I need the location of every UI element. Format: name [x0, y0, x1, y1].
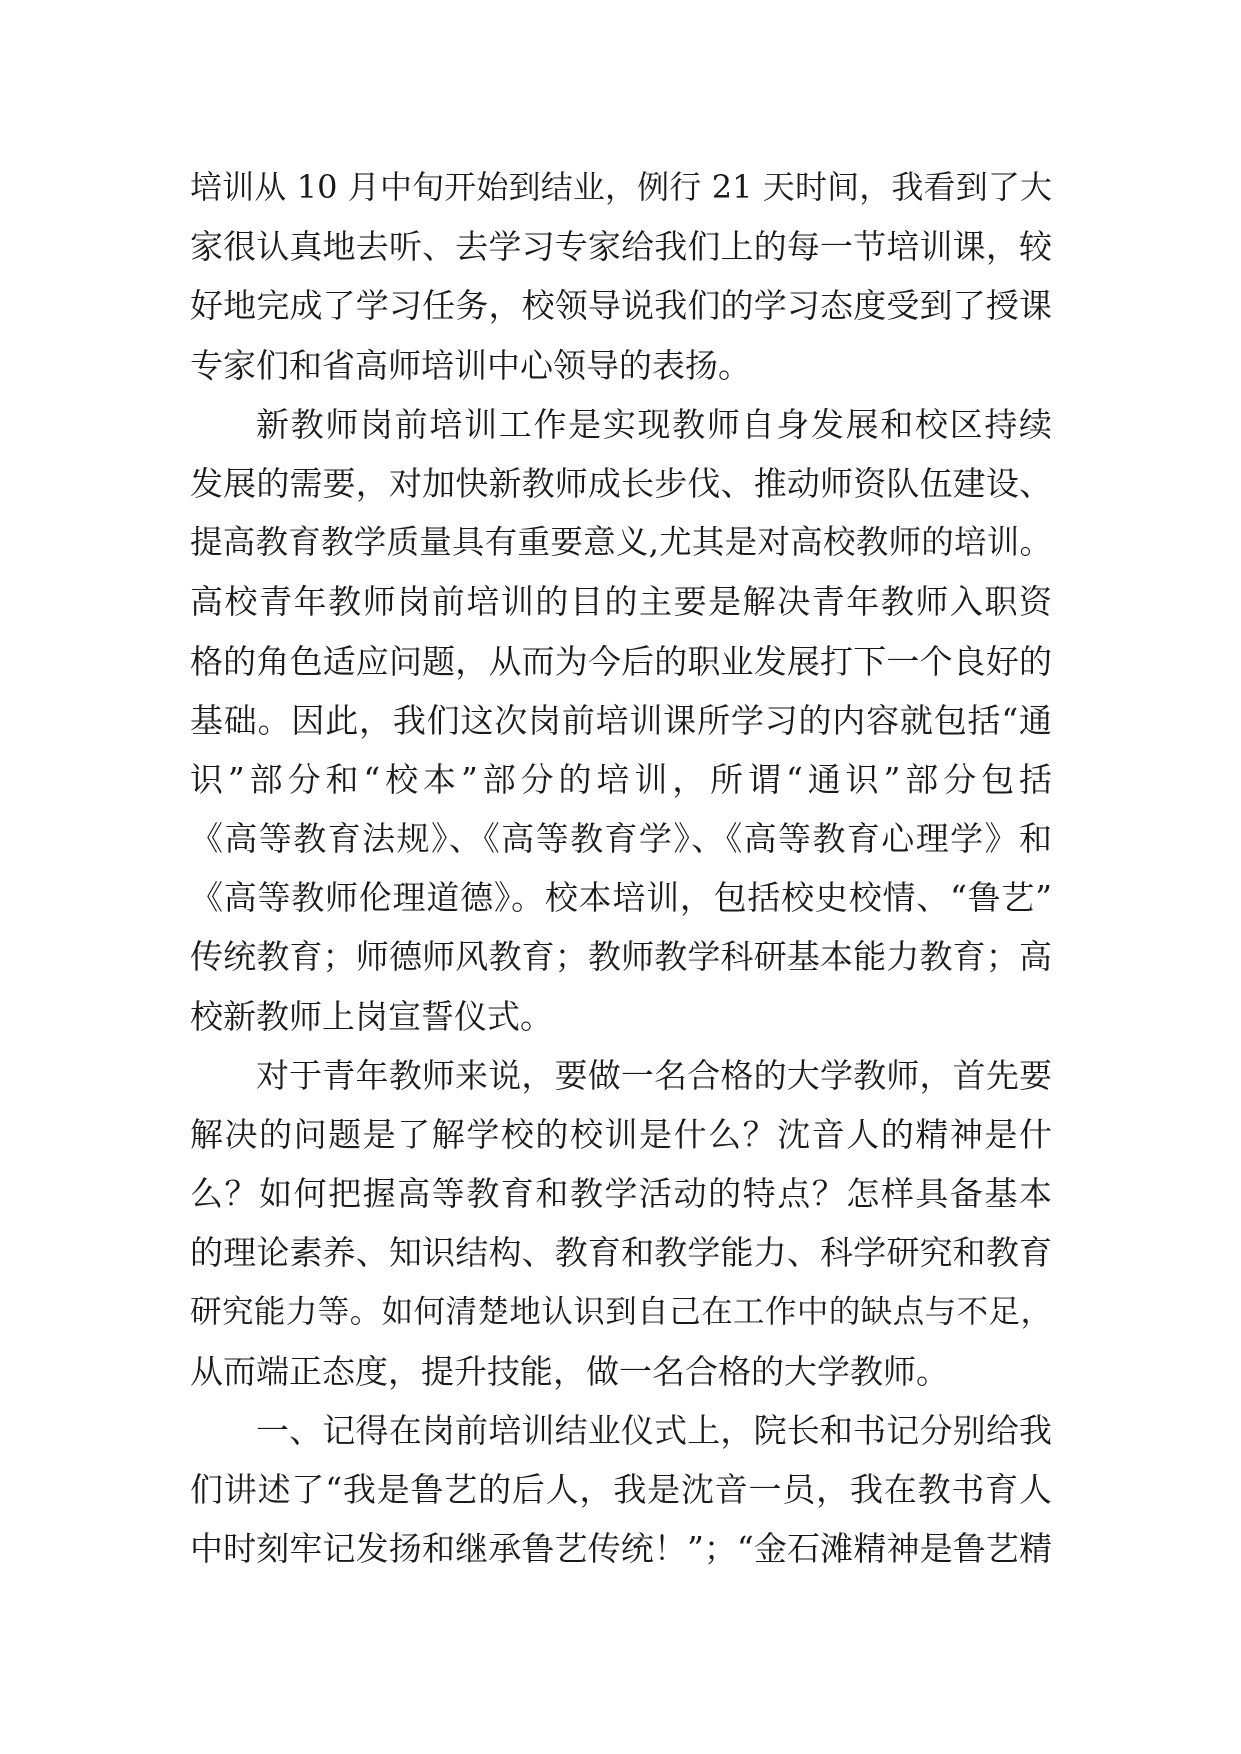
text-line: 解决的问题是了解学校的校训是什么？沈音人的精神是什 — [190, 1115, 1052, 1154]
text-line: 基础。因此，我们这次岗前培训课所学习的内容就包括“通 — [190, 700, 1052, 740]
text-line: 研究能力等。如何清楚地认识到自己在工作中的缺点与不足， — [190, 1293, 1052, 1330]
text-line: 的理论素养、知识结构、教育和教学能力、科学研究和教育 — [190, 1233, 1052, 1273]
text-line: 好地完成了学习任务，校领导说我们的学习态度受到了授课 — [190, 286, 1052, 326]
body-text — [190, 158, 1052, 1579]
text-line: 《高等教师伦理道德》。校本培训，包括校史校情、“鲁艺” — [190, 878, 1052, 918]
text-line: 发展的需要，对加快新教师成长步伐、推动师资队伍建设、 — [190, 463, 1052, 503]
text-line: 传统教育；师德师风教育；教师教学科研基本能力教育；高 — [190, 937, 1052, 977]
text-line: 么？如何把握高等教育和教学活动的特点？怎样具备基本 — [190, 1174, 1052, 1214]
text-line: 校新教师上岗宣誓仪式。 — [190, 996, 553, 1036]
paragraph-first-line: 新教师岗前培训工作是实现教师自身发展和校区持续 — [256, 404, 1052, 444]
text-line: 提高教育教学质量具有重要意义,尤其是对高校教师的培训。 — [190, 523, 1052, 562]
paragraph-first-line: 对于青年教师来说，要做一名合格的大学教师，首先要 — [256, 1055, 1052, 1095]
text-line: 专家们和省高师培训中心领导的表扬。 — [190, 345, 751, 385]
text-line: 识”部分和“校本”部分的培训，所谓“通识”部分包括 — [190, 759, 1052, 799]
text-line: 高校青年教师岗前培训的目的主要是解决青年教师入职资 — [190, 582, 1052, 622]
text-line: 《高等教育法规》、《高等教育学》、《高等教育心理学》和 — [190, 819, 1052, 859]
text-line: 们讲述了“我是鲁艺的后人，我是沈音一员，我在教书育人 — [190, 1470, 1052, 1510]
text-line: 中时刻牢记发扬和继承鲁艺传统！”；“金石滩精神是鲁艺精 — [190, 1529, 1052, 1569]
text-line: 从而端正态度，提升技能，做一名合格的大学教师。 — [190, 1351, 949, 1391]
text-line: 格的角色适应问题，从而为今后的职业发展打下一个良好的 — [190, 641, 1052, 681]
text-line: 培训从 10 月中旬开始到结业，例行 21 天时间，我看到了大 — [190, 168, 1052, 206]
paragraph-first-line: 一、记得在岗前培训结业仪式上，院长和书记分别给我 — [256, 1410, 1052, 1450]
text-line: 家很认真地去听、去学习专家给我们上的每一节培训课，较 — [190, 227, 1052, 267]
